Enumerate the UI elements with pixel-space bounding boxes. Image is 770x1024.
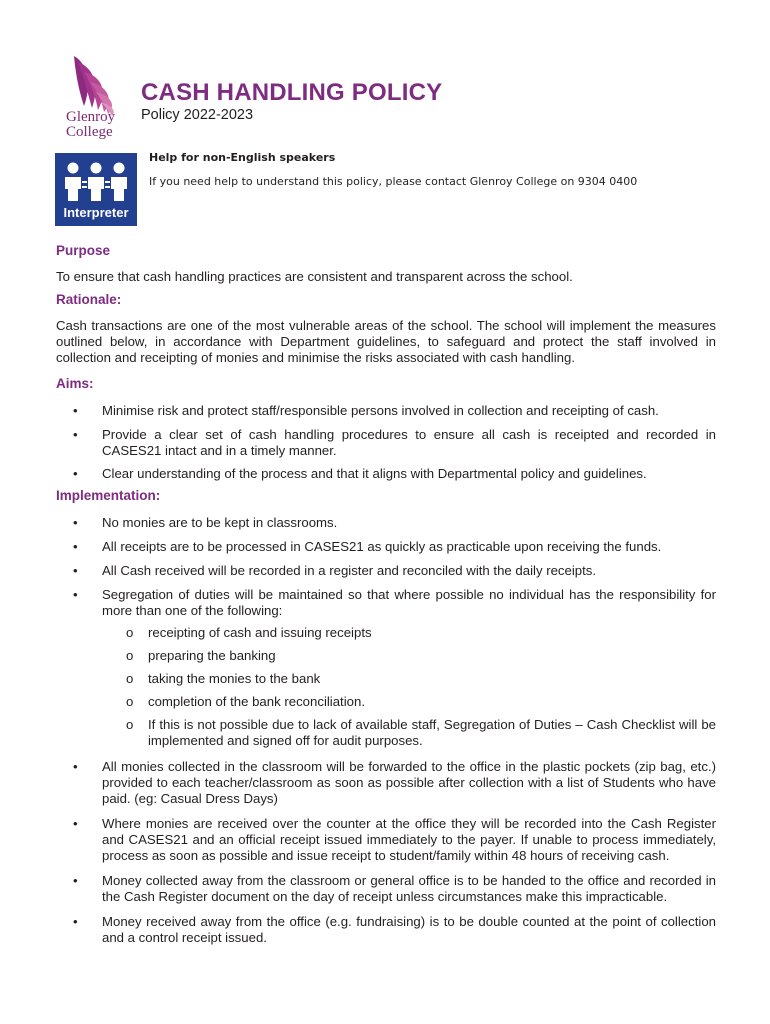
rationale-text: Cash transactions are one of the most vulnerable areas of the school. The school will implement the measures outlined below, in accordance with Department guidelines, to safeguard and protect the staff involved in collection and receipting of monies and minimise the risks associated with cash handling.	[56, 318, 716, 365]
list-item: • All receipts are to be processed in CASES21 as quickly as practicable upon receiving the funds.	[56, 539, 716, 555]
list-item: • No monies are to be kept in classrooms.	[56, 515, 716, 531]
logo-text-line2: College	[66, 124, 113, 140]
rationale-heading: Rationale:	[56, 292, 122, 307]
list-item: • Minimise risk and protect staff/responsible persons involved in collection and receipting of cash.	[56, 403, 716, 419]
help-title: Help for non-English speakers	[149, 151, 336, 164]
sub-list-item: o taking the monies to the bank	[102, 671, 716, 687]
page-title: CASH HANDLING POLICY	[141, 79, 443, 106]
implementation-heading: Implementation:	[56, 488, 161, 503]
interpreter-icon	[55, 157, 137, 207]
list-item: • Money collected away from the classroom or general office is to be handed to the office and recorded in the Cash Register document on the day of receipt unless circumstances make this impracticable.	[56, 873, 716, 905]
implementation-list	[56, 515, 716, 946]
aims-heading: Aims:	[56, 376, 94, 391]
list-item: • Where monies are received over the counter at the office they will be recorded into the Cash Register and CASES21 and an official receipt issued immediately to the payer. If unable to process immediately, process as soon as possible and issue receipt to student/family within 48 hours of receiving cash.	[56, 816, 716, 864]
logo-text	[66, 110, 115, 140]
policy-body	[56, 243, 716, 946]
list-item: • Provide a clear set of cash handling procedures to ensure all cash is receipted and recorded in CASES21 intact and in a timely manner.	[56, 427, 716, 459]
sub-list-item: o completion of the bank reconciliation.	[102, 694, 716, 710]
interpreter-label: Interpreter	[63, 205, 129, 220]
list-item	[56, 587, 716, 749]
list-item: • All monies collected in the classroom will be forwarded to the office in the plastic pockets (zip bag, etc.) provided to each teacher/classroom as soon as possible after collection with a list of Students who have paid. (eg: Casual Dress Days)	[56, 759, 716, 807]
aims-list	[56, 403, 716, 482]
help-text: If you need help to understand this policy, please contact Glenroy College on 9304 0400	[149, 175, 638, 188]
purpose-text: To ensure that cash handling practices are consistent and transparent across the school.	[56, 269, 573, 284]
list-item: • All Cash received will be recorded in a register and reconciled with the daily receipts.	[56, 563, 716, 579]
sub-list-item: o receipting of cash and issuing receipts	[102, 625, 716, 641]
sub-list	[102, 625, 716, 749]
list-item: • Money received away from the office (e.g. fundraising) is to be double counted at the point of collection and a control receipt issued.	[56, 914, 716, 946]
logo-text-line1: Glenroy	[66, 109, 116, 125]
list-item-text: Segregation of duties will be maintained so that where possible no individual has the responsibility for more than one of the following:	[102, 587, 716, 618]
page-subtitle: Policy 2022-2023	[141, 107, 254, 123]
sub-list-item: o If this is not possible due to lack of available staff, Segregation of Duties – Cash Checklist will be implemented and signed off for audit purposes.	[102, 717, 716, 749]
interpreter-badge	[55, 153, 137, 226]
sub-list-item: o preparing the banking	[102, 648, 716, 664]
list-item: • Clear understanding of the process and that it aligns with Departmental policy and guidelines.	[56, 466, 716, 482]
purpose-heading: Purpose	[56, 243, 111, 258]
